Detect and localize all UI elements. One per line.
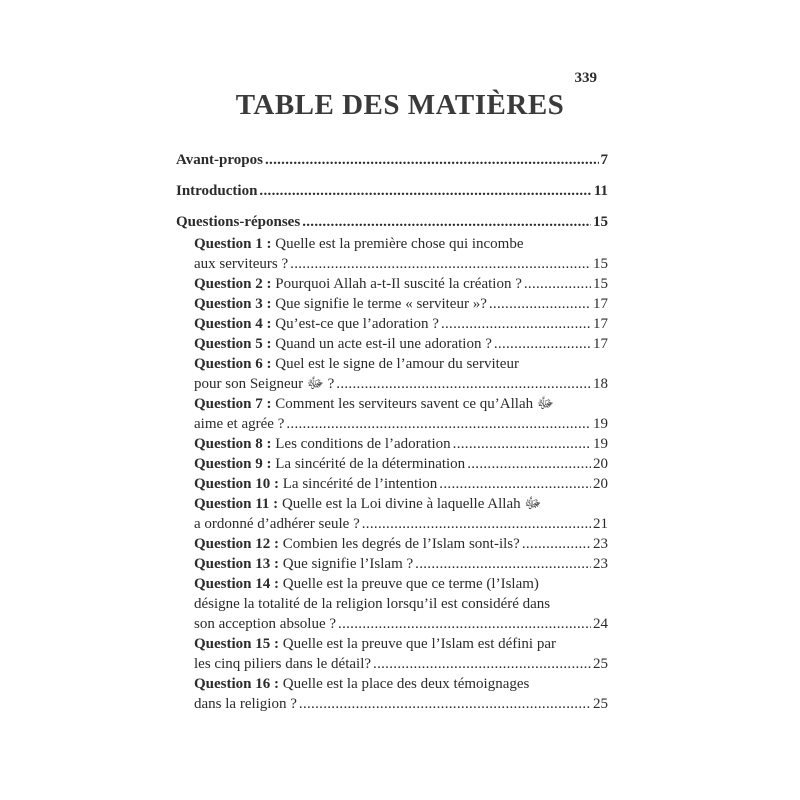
toc-entry-question-4[interactable] xyxy=(194,314,608,334)
table-of-contents xyxy=(176,150,608,714)
leader-dots xyxy=(522,534,591,554)
question-page: 23 xyxy=(593,556,608,572)
question-list xyxy=(176,234,608,714)
toc-entry-question-5[interactable] xyxy=(194,334,608,354)
toc-entry-question-8[interactable] xyxy=(194,434,608,454)
section-label: Introduction xyxy=(176,183,258,199)
question-text: Quelle est la preuve que l’Islam est défini par xyxy=(282,636,556,652)
question-line xyxy=(194,314,439,334)
question-label: Question 8 : xyxy=(194,436,272,452)
question-text: a ordonné d’adhérer seule ? xyxy=(194,516,360,532)
question-label: Question 12 : xyxy=(194,536,280,552)
section-label: Questions-réponses xyxy=(176,214,301,230)
section-page: 7 xyxy=(600,152,608,168)
toc-section-questions-reponses[interactable] xyxy=(176,212,608,232)
leader-dots xyxy=(489,294,591,314)
section-page: 15 xyxy=(593,214,608,230)
leader-dots xyxy=(439,474,591,494)
question-text: les cinq piliers dans le détail? xyxy=(194,656,372,672)
question-text: La sincérité de la détermination xyxy=(275,456,466,472)
toc-entry-question-2[interactable] xyxy=(194,274,608,294)
leader-dots xyxy=(265,150,599,170)
toc-entry-question-3[interactable] xyxy=(194,294,608,314)
toc-entry-question-7[interactable] xyxy=(194,394,608,434)
question-text: Qu’est-ce que l’adoration ? xyxy=(275,316,439,332)
toc-entry-question-15[interactable] xyxy=(194,634,608,674)
question-page: 21 xyxy=(593,516,608,532)
leader-dots xyxy=(524,274,591,294)
question-page: 25 xyxy=(593,656,608,672)
question-text: Comment les serviteurs savent ce qu’Allah ﷻ xyxy=(275,396,554,412)
leader-dots xyxy=(415,554,591,574)
question-label: Question 3 : xyxy=(194,296,272,312)
leader-dots xyxy=(299,694,591,714)
leader-dots xyxy=(290,254,591,274)
question-text: son acception absolue ? xyxy=(194,616,337,632)
question-text: aux serviteurs ? xyxy=(194,256,289,272)
toc-entry-question-16[interactable] xyxy=(194,674,608,714)
question-label: Question 5 : xyxy=(194,336,272,352)
question-line xyxy=(194,434,451,454)
question-text: dans la religion ? xyxy=(194,696,297,712)
question-label: Question 2 : xyxy=(194,276,272,292)
question-label: Question 13 : xyxy=(194,556,280,572)
question-text: Quelle est la première chose qui incombe xyxy=(275,236,524,252)
section-label: Avant-propos xyxy=(176,152,263,168)
question-text: Quand un acte est-il une adoration ? xyxy=(275,336,492,352)
question-line xyxy=(194,294,487,314)
question-label: Question 16 : xyxy=(194,676,280,692)
toc-section-introduction[interactable] xyxy=(176,181,608,201)
question-label: Question 4 : xyxy=(194,316,272,332)
question-text: Quel est le signe de l’amour du serviteur xyxy=(275,356,519,372)
question-text: pour son Seigneur ﷻ ? xyxy=(194,376,335,392)
page-title: TABLE DES MATIÈRES xyxy=(235,89,565,121)
question-text: Combien les degrés de l’Islam sont-ils? xyxy=(282,536,520,552)
toc-entry-question-1[interactable] xyxy=(194,234,608,274)
page-number: 339 xyxy=(574,70,597,86)
question-label: Question 14 : xyxy=(194,576,280,592)
leader-dots xyxy=(362,514,591,534)
question-page: 24 xyxy=(593,616,608,632)
toc-section-avant-propos[interactable] xyxy=(176,150,608,170)
question-label: Question 6 : xyxy=(194,356,272,372)
question-text: Que signifie le terme « serviteur »? xyxy=(275,296,487,312)
question-label: Question 15 : xyxy=(194,636,280,652)
toc-entry-question-14[interactable] xyxy=(194,574,608,634)
leader-dots xyxy=(453,434,591,454)
question-text: Que signifie l’Islam ? xyxy=(282,556,414,572)
toc-entry-question-9[interactable] xyxy=(194,454,608,474)
question-text: Quelle est la place des deux témoignages xyxy=(282,676,530,692)
question-label: Question 1 : xyxy=(194,236,272,252)
question-text: La sincérité de l’intention xyxy=(282,476,438,492)
question-text: aime et agrée ? xyxy=(194,416,285,432)
leader-dots xyxy=(302,212,591,232)
leader-dots xyxy=(338,614,591,634)
question-label: Question 9 : xyxy=(194,456,272,472)
question-text: Quelle est la Loi divine à laquelle Allah ﷻ xyxy=(281,496,542,512)
question-page: 15 xyxy=(593,256,608,272)
question-page: 25 xyxy=(593,696,608,712)
toc-entry-question-12[interactable] xyxy=(194,534,608,554)
question-text: Les conditions de l’adoration xyxy=(275,436,451,452)
question-page: 17 xyxy=(593,316,608,332)
question-label: Question 7 : xyxy=(194,396,272,412)
question-page: 17 xyxy=(593,296,608,312)
question-text: Quelle est la preuve que ce terme (l’Islam) xyxy=(282,576,539,592)
toc-entry-question-6[interactable] xyxy=(194,354,608,394)
question-label: Question 11 : xyxy=(194,496,279,512)
question-line xyxy=(194,474,437,494)
question-page: 17 xyxy=(593,336,608,352)
question-line xyxy=(194,274,522,294)
toc-entry-question-10[interactable] xyxy=(194,474,608,494)
question-page: 20 xyxy=(593,456,608,472)
question-page: 15 xyxy=(593,276,608,292)
question-line xyxy=(194,454,465,474)
question-line xyxy=(194,554,413,574)
leader-dots xyxy=(336,374,591,394)
leader-dots xyxy=(441,314,591,334)
question-label: Question 10 : xyxy=(194,476,280,492)
leader-dots xyxy=(494,334,591,354)
question-page: 20 xyxy=(593,476,608,492)
toc-entry-question-13[interactable] xyxy=(194,554,608,574)
question-page: 18 xyxy=(593,376,608,392)
question-text: Pourquoi Allah a-t-Il suscité la création ? xyxy=(275,276,522,292)
question-text: désigne la totalité de la religion lorsqu’il est considéré dans xyxy=(194,596,551,612)
leader-dots xyxy=(286,414,591,434)
leader-dots xyxy=(373,654,591,674)
question-page: 19 xyxy=(593,416,608,432)
leader-dots xyxy=(259,181,591,201)
toc-entry-question-11[interactable] xyxy=(194,494,608,534)
question-line xyxy=(194,334,492,354)
question-line xyxy=(194,534,520,554)
section-page: 11 xyxy=(593,183,608,199)
question-page: 23 xyxy=(593,536,608,552)
leader-dots xyxy=(467,454,591,474)
question-page: 19 xyxy=(593,436,608,452)
